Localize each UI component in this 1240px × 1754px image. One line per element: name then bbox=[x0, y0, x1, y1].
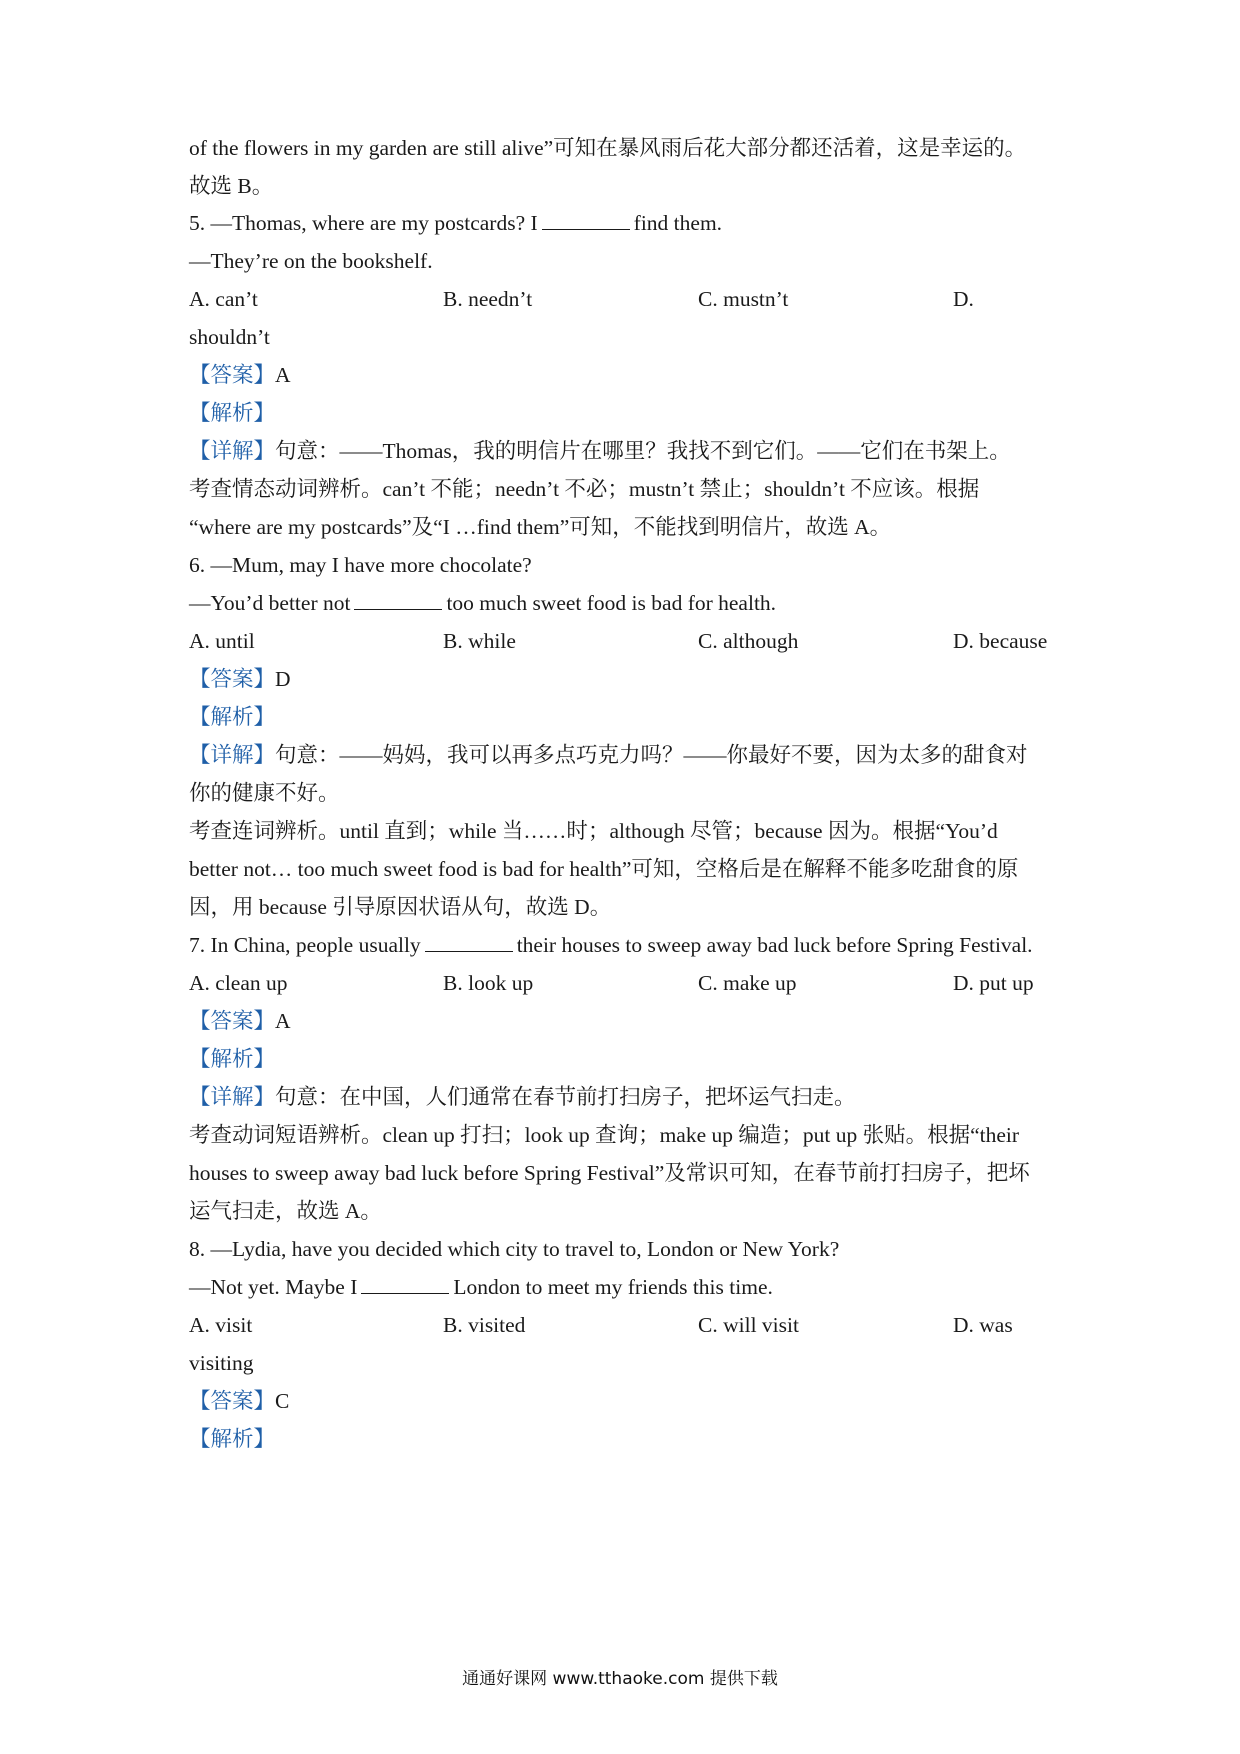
analysis-tag: 【解析】 bbox=[189, 401, 276, 425]
option-b: B. needn’t bbox=[443, 287, 533, 311]
option-b: B. while bbox=[443, 629, 516, 653]
question-text: their houses to sweep away bad luck before Spring Festival. bbox=[516, 933, 1033, 957]
option-b: B. visited bbox=[443, 1313, 526, 1337]
page-footer: 通通好课网 www.tthaoke.com 提供下载 bbox=[462, 1669, 778, 1689]
detail-line bbox=[189, 740, 1028, 770]
explain-line: 考查连词辨析。until 直到；while 当……时；although 尽管；because 因为。根据“You’d bbox=[189, 819, 998, 843]
question-text: find them. bbox=[633, 211, 723, 235]
answer-line bbox=[189, 360, 291, 390]
answer-blank bbox=[361, 1275, 449, 1294]
answer-line bbox=[189, 1386, 289, 1416]
answer-value: A bbox=[275, 1009, 291, 1033]
option-d: D. bbox=[953, 287, 974, 311]
answer-line bbox=[189, 664, 291, 694]
answer-tag: 【答案】 bbox=[189, 363, 276, 387]
answer-line bbox=[189, 1006, 291, 1036]
analysis-tag: 【解析】 bbox=[189, 1047, 276, 1071]
question-text: 7. In China, people usually bbox=[189, 933, 421, 957]
option-a: A. visit bbox=[189, 1313, 253, 1337]
explain-line: 因，用 because 引导原因状语从句，故选 D。 bbox=[189, 895, 612, 919]
detail-tag: 【详解】 bbox=[189, 1085, 276, 1109]
option-d: D. was bbox=[953, 1313, 1013, 1337]
question-8-reply bbox=[189, 1272, 773, 1302]
option-d: D. because bbox=[953, 629, 1048, 653]
option-d-wrap: shouldn’t bbox=[189, 325, 270, 349]
explain-line: 运气扫走，故选 A。 bbox=[189, 1199, 382, 1223]
detail-tag: 【详解】 bbox=[189, 743, 276, 767]
detail-line-2: 你的健康不好。 bbox=[189, 781, 340, 805]
answer-blank bbox=[354, 591, 442, 610]
option-d-wrap: visiting bbox=[189, 1351, 254, 1375]
answer-value: A bbox=[275, 363, 291, 387]
answer-tag: 【答案】 bbox=[189, 1389, 276, 1413]
answer-blank bbox=[542, 211, 630, 230]
option-a: A. clean up bbox=[189, 971, 288, 995]
option-a: A. can’t bbox=[189, 287, 258, 311]
answer-blank bbox=[425, 933, 513, 952]
question-text: London to meet my friends this time. bbox=[453, 1275, 773, 1299]
detail-line bbox=[189, 436, 1011, 466]
detail-text: 句意：——妈妈，我可以再多点巧克力吗？——你最好不要，因为太多的甜食对 bbox=[275, 743, 1028, 767]
question-5 bbox=[189, 208, 722, 238]
analysis-tag: 【解析】 bbox=[189, 1427, 276, 1451]
option-c: C. mustn’t bbox=[698, 287, 789, 311]
question-6-reply bbox=[189, 588, 776, 618]
text-line: of the flowers in my garden are still alive”可知在暴风雨后花大部分都还活着，这是幸运的。 bbox=[189, 136, 1027, 160]
explain-line: better not… too much sweet food is bad for health”可知，空格后是在解释不能多吃甜食的原 bbox=[189, 857, 1019, 881]
explain-line: 考查情态动词辨析。can’t 不能；needn’t 不必；mustn’t 禁止；shouldn’t 不应该。根据 bbox=[189, 477, 980, 501]
option-a: A. until bbox=[189, 629, 255, 653]
question-6: 6. —Mum, may I have more chocolate? bbox=[189, 553, 532, 577]
explain-line: houses to sweep away bad luck before Spring Festival”及常识可知，在春节前打扫房子，把坏 bbox=[189, 1161, 1030, 1185]
option-c: C. although bbox=[698, 629, 799, 653]
answer-tag: 【答案】 bbox=[189, 1009, 276, 1033]
question-text: —You’d better not bbox=[189, 591, 351, 615]
question-7 bbox=[189, 930, 1033, 960]
detail-line bbox=[189, 1082, 856, 1112]
option-d: D. put up bbox=[953, 971, 1034, 995]
analysis-tag: 【解析】 bbox=[189, 705, 276, 729]
option-c: C. make up bbox=[698, 971, 797, 995]
answer-tag: 【答案】 bbox=[189, 667, 276, 691]
question-text: too much sweet food is bad for health. bbox=[446, 591, 777, 615]
detail-text: 句意：——Thomas，我的明信片在哪里？我找不到它们。——它们在书架上。 bbox=[275, 439, 1011, 463]
question-5-reply: —They’re on the bookshelf. bbox=[189, 249, 433, 273]
answer-value: C bbox=[275, 1389, 290, 1413]
explain-line: “where are my postcards”及“I …find them”可知，不能找到明信片，故选 A。 bbox=[189, 515, 892, 539]
explain-line: 考查动词短语辨析。clean up 打扫；look up 查询；make up 编造；put up 张贴。根据“their bbox=[189, 1123, 1020, 1147]
question-8: 8. —Lydia, have you decided which city to travel to, London or New York? bbox=[189, 1237, 840, 1261]
question-text: 5. —Thomas, where are my postcards? I bbox=[189, 211, 538, 235]
detail-text: 句意：在中国，人们通常在春节前打扫房子，把坏运气扫走。 bbox=[275, 1085, 856, 1109]
option-c: C. will visit bbox=[698, 1313, 799, 1337]
option-b: B. look up bbox=[443, 971, 534, 995]
question-text: —Not yet. Maybe I bbox=[189, 1275, 358, 1299]
answer-value: D bbox=[275, 667, 291, 691]
detail-tag: 【详解】 bbox=[189, 439, 276, 463]
text-line: 故选 B。 bbox=[189, 174, 274, 198]
